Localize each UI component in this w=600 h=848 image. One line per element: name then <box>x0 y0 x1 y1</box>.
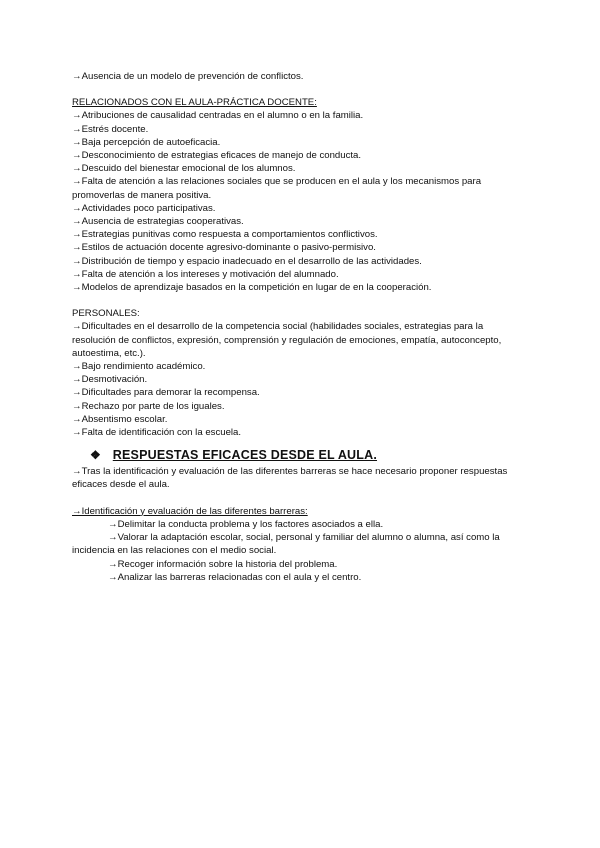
aula-item: →Estrés docente. <box>72 123 149 135</box>
aula-item: →Descuido del bienestar emocional de los alumnos. <box>72 163 296 175</box>
aula-item: →Distribución de tiempo y espacio inadecuado en el desarrollo de las actividades. <box>72 255 422 267</box>
respuestas-sub-item: →Delimitar la conducta problema y los factores asociados a ella. <box>108 518 384 530</box>
intro-item: →Ausencia de un modelo de prevención de conflictos. <box>72 71 304 82</box>
personales-item: →Dificultades en el desarrollo de la competencia social (habilidades sociales, estrategias para la resolución de conflictos, expresión, comprensión y regulación de emociones, empatía, autoconcepto, autoestima, etc.). <box>72 321 502 359</box>
personales-item: →Bajo rendimiento académico. <box>72 361 206 373</box>
aula-section-header: RELACIONADOS CON EL AULA-PRÁCTICA DOCENTE: <box>72 97 317 109</box>
diamond-bullet-icon: ❖ <box>90 448 101 463</box>
aula-item: →Actividades poco participativas. <box>72 202 216 214</box>
personales-section-header: PERSONALES: <box>72 308 140 320</box>
aula-item: →Estilos de actuación docente agresivo-dominante o pasivo-permisivo. <box>72 242 376 254</box>
respuestas-intro: →Tras la identificación y evaluación de las diferentes barreras se hace necesario proponer respuestas eficaces desde el aula. <box>72 466 508 491</box>
section-heading <box>72 447 528 463</box>
respuestas-sub-item: →Analizar las barreras relacionadas con el aula y el centro. <box>108 571 362 583</box>
aula-item: →Desconocimiento de estrategias eficaces de manejo de conducta. <box>72 150 362 162</box>
personales-item: →Dificultades para demorar la recompensa. <box>72 387 260 399</box>
personales-item: →Desmotivación. <box>72 374 148 386</box>
respuestas-sub-item: →Valorar la adaptación escolar, social, personal y familiar del alumno o alumna, así como la incidencia en las relaciones con el medio social. <box>72 532 500 557</box>
respuestas-sub-item: →Recoger información sobre la historia del problema. <box>108 558 338 570</box>
respuestas-sub-header: →Identificación y evaluación de las diferentes barreras: <box>72 505 308 517</box>
spacer <box>72 492 528 505</box>
aula-item: →Modelos de aprendizaje basados en la competición en lugar de en la cooperación. <box>72 282 432 294</box>
aula-item: →Baja percepción de autoeficacia. <box>72 136 221 148</box>
aula-item: →Falta de atención a los intereses y motivación del alumnado. <box>72 268 339 280</box>
aula-item: →Estrategias punitivas como respuesta a comportamientos conflictivos. <box>72 229 378 241</box>
spacer <box>72 83 528 96</box>
section-heading-title: RESPUESTAS EFICACES DESDE EL AULA. <box>112 448 378 463</box>
aula-item: →Ausencia de estrategias cooperativas. <box>72 216 244 228</box>
personales-item: →Falta de identificación con la escuela. <box>72 427 242 439</box>
personales-item: →Rechazo por parte de los iguales. <box>72 400 225 412</box>
aula-item: →Falta de atención a las relaciones sociales que se producen en el aula y los mecanismos para promoverlas de manera positiva. <box>72 176 482 201</box>
personales-item: →Absentismo escolar. <box>72 413 168 425</box>
spacer <box>72 294 528 307</box>
aula-item: →Atribuciones de causalidad centradas en el alumno o en la familia. <box>72 110 364 122</box>
